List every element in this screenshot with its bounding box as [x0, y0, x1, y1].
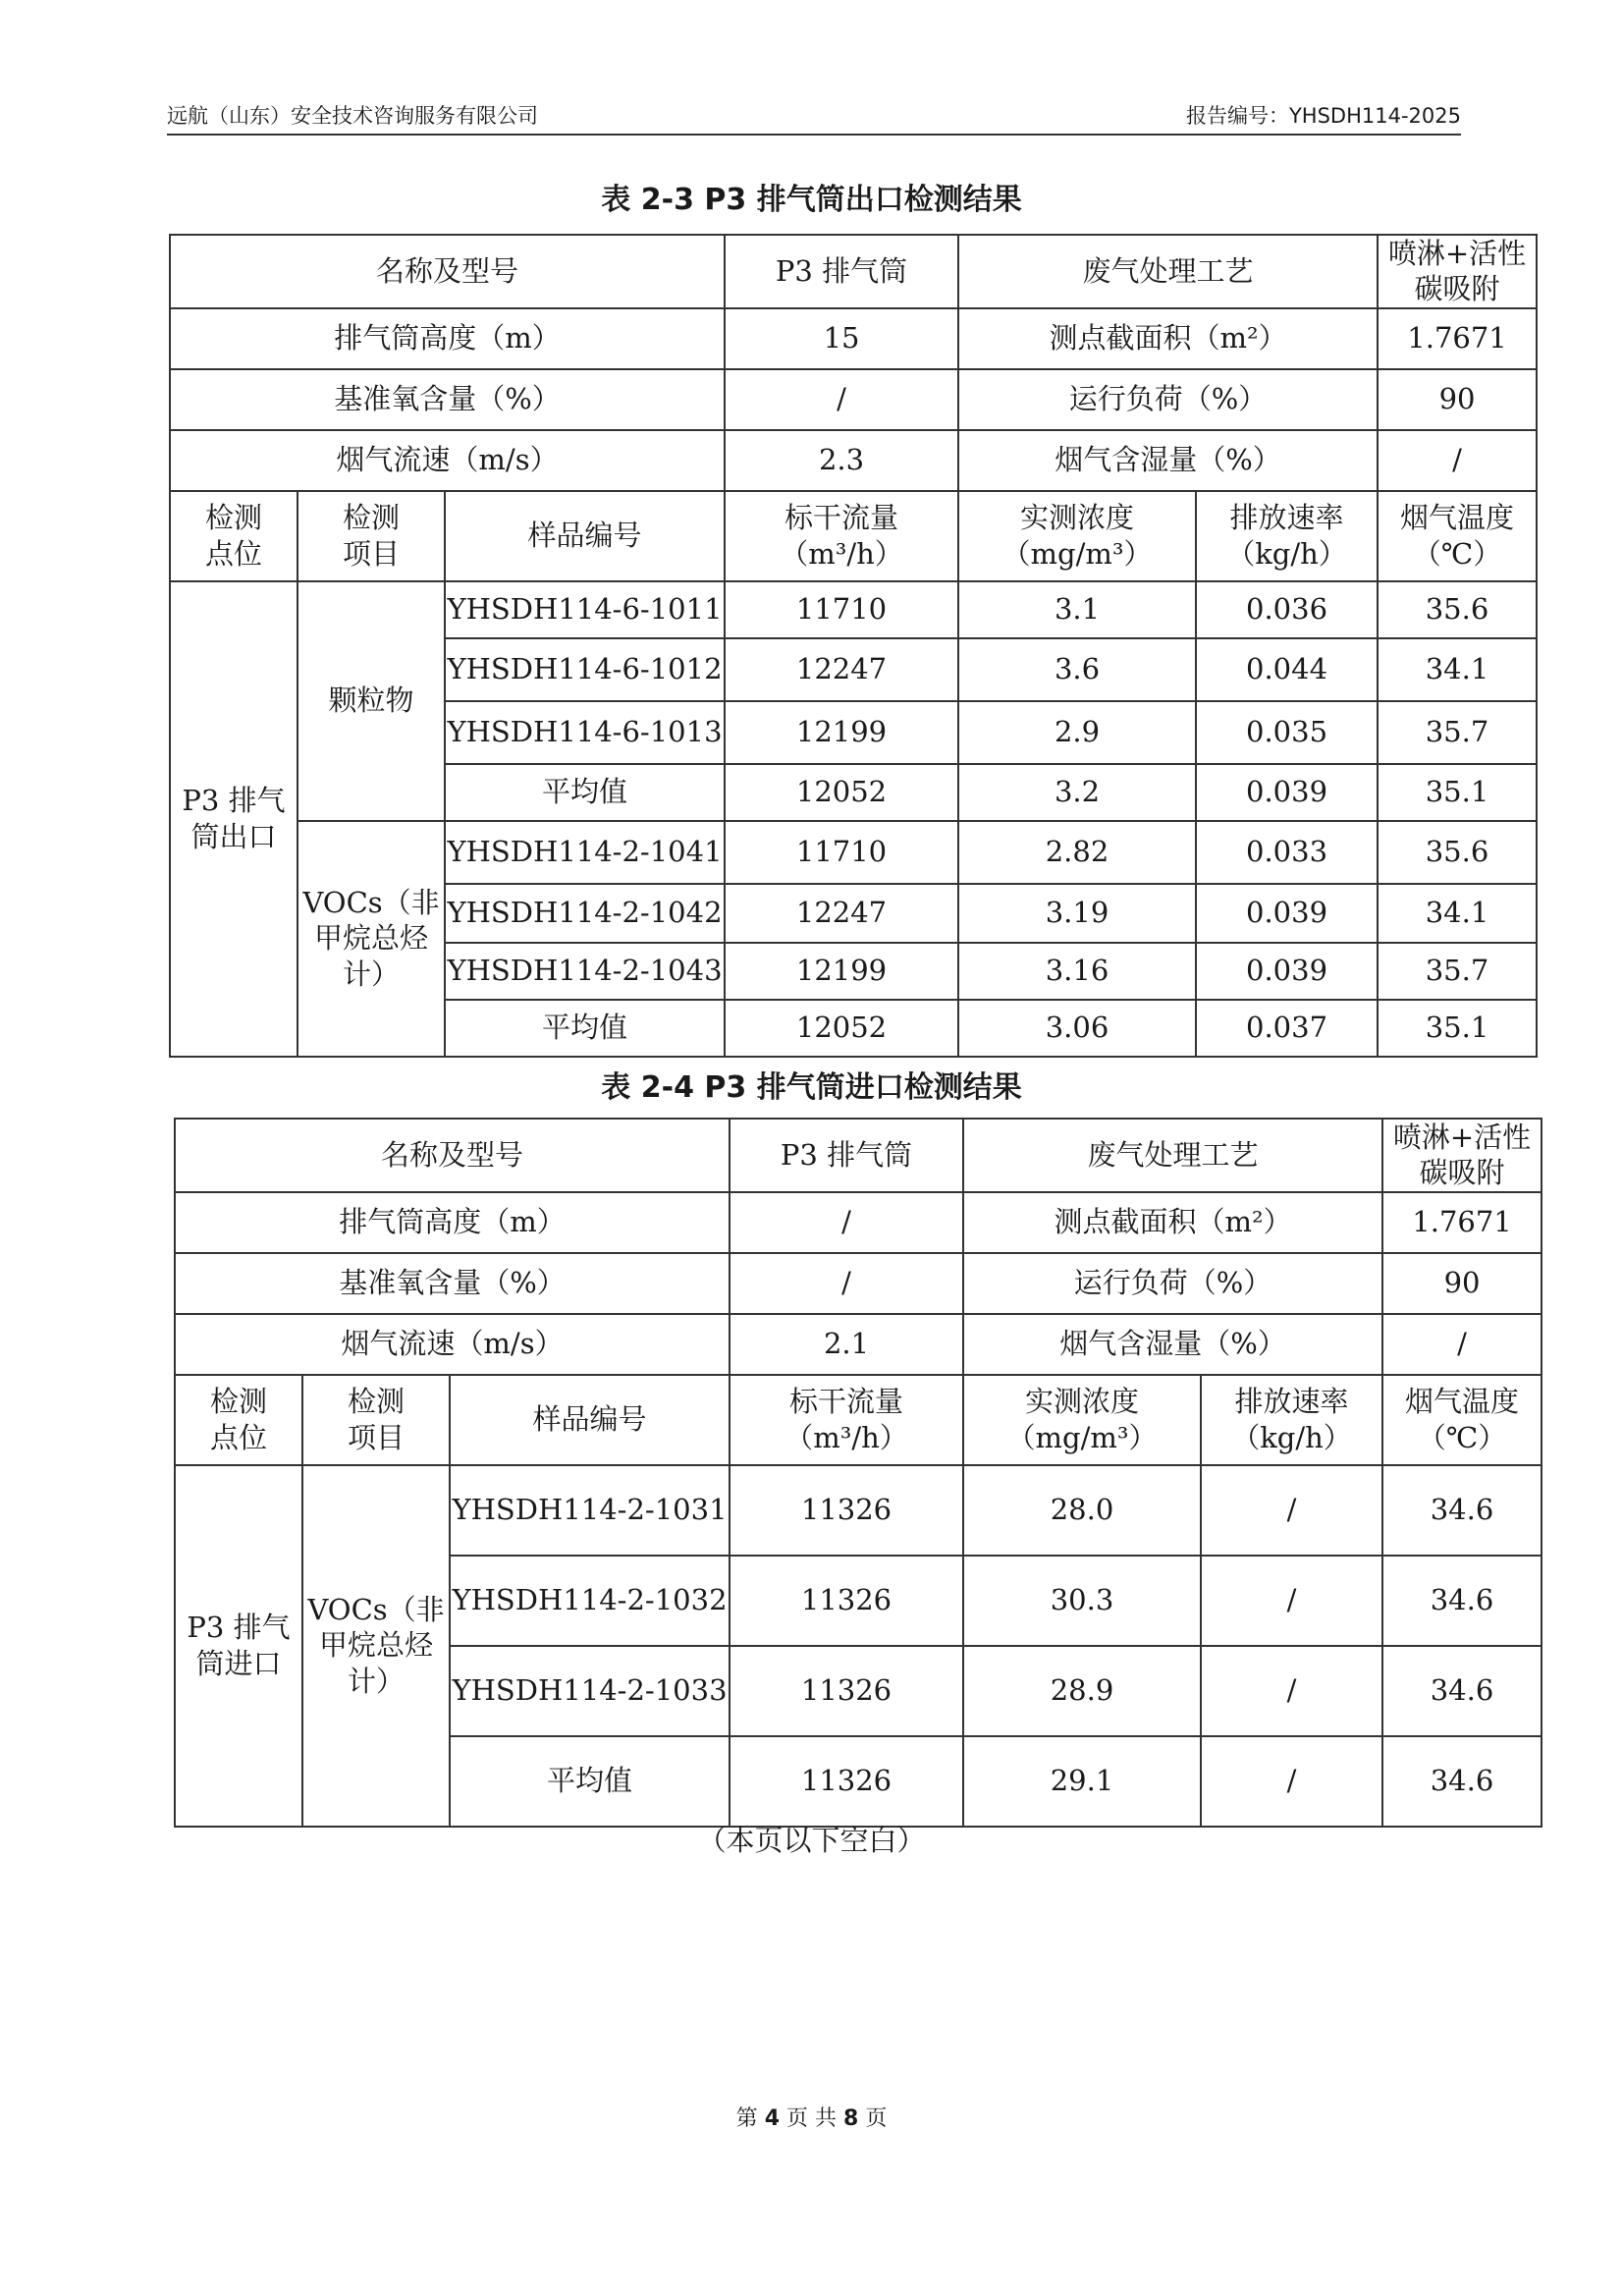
column-header-cell: 检测 项目: [298, 491, 445, 581]
info-label-cell: 运行负荷（%）: [958, 369, 1378, 430]
value-cell: 0.036: [1196, 581, 1378, 638]
sample-id-cell: YHSDH114-2-1043: [445, 943, 725, 1000]
value-cell: /: [1201, 1646, 1382, 1736]
column-header-cell: 实测浓度 （mg/m³）: [958, 491, 1196, 581]
sample-id-cell: YHSDH114-2-1041: [445, 821, 725, 884]
info-value-cell: 喷淋+活性碳吸附: [1382, 1119, 1542, 1192]
table1-outlet-results: [169, 234, 1538, 1058]
info-row: [175, 1119, 1542, 1192]
value-cell: 12247: [725, 884, 958, 943]
info-row: [175, 1253, 1542, 1314]
info-value-cell: 90: [1378, 369, 1537, 430]
value-cell: 0.039: [1196, 943, 1378, 1000]
column-header-cell: 检测 点位: [170, 491, 298, 581]
table-row: [170, 581, 1537, 638]
value-cell: 34.1: [1378, 884, 1537, 943]
average-label-cell: 平均值: [450, 1736, 730, 1827]
sample-id-cell: YHSDH114-2-1031: [450, 1465, 730, 1556]
value-cell: 11326: [730, 1646, 963, 1736]
info-value-cell: P3 排气筒: [730, 1119, 963, 1192]
info-label-cell: 排气筒高度（m）: [175, 1192, 730, 1253]
info-value-cell: 1.7671: [1382, 1192, 1542, 1253]
point-cell: P3 排气 筒出口: [170, 581, 298, 1057]
average-label-cell: 平均值: [445, 1000, 725, 1057]
average-value-cell: 34.6: [1382, 1736, 1542, 1827]
info-row: [170, 369, 1537, 430]
info-label-cell: 测点截面积（m²）: [958, 308, 1378, 369]
value-cell: 30.3: [963, 1556, 1201, 1646]
value-cell: 2.9: [958, 701, 1196, 764]
average-label-cell: 平均值: [445, 764, 725, 821]
blank-page-note: （本页以下空白）: [697, 1824, 926, 1857]
value-cell: 11326: [730, 1556, 963, 1646]
average-value-cell: 12052: [725, 764, 958, 821]
info-row: [175, 1314, 1542, 1375]
average-value-cell: 11326: [730, 1736, 963, 1827]
point-cell: P3 排气 筒进口: [175, 1465, 302, 1827]
info-label-cell: 烟气含湿量（%）: [958, 430, 1378, 491]
value-cell: 12199: [725, 943, 958, 1000]
item-cell: VOCs（非 甲烷总烃 计）: [298, 821, 445, 1057]
info-label-cell: 测点截面积（m²）: [963, 1192, 1382, 1253]
average-value-cell: 35.1: [1378, 764, 1537, 821]
info-value-cell: 90: [1382, 1253, 1542, 1314]
value-cell: 3.19: [958, 884, 1196, 943]
item-cell: 颗粒物: [298, 581, 445, 821]
column-header-cell: 样品编号: [450, 1375, 730, 1465]
average-value-cell: 0.039: [1196, 764, 1378, 821]
average-value-cell: 3.06: [958, 1000, 1196, 1057]
footer-suffix: 页: [865, 2106, 888, 2131]
value-cell: 0.035: [1196, 701, 1378, 764]
info-label-cell: 基准氧含量（%）: [175, 1253, 730, 1314]
info-row: [170, 308, 1537, 369]
footer-page-number: 4: [764, 2106, 780, 2131]
column-header-cell: 检测 点位: [175, 1375, 302, 1465]
item-cell: VOCs（非 甲烷总烃 计）: [302, 1465, 450, 1827]
value-cell: 3.6: [958, 638, 1196, 701]
value-cell: 3.16: [958, 943, 1196, 1000]
value-cell: 34.6: [1382, 1465, 1542, 1556]
info-value-cell: 2.1: [730, 1314, 963, 1375]
column-header-cell: 排放速率 （kg/h）: [1196, 491, 1378, 581]
sample-id-cell: YHSDH114-2-1033: [450, 1646, 730, 1736]
info-value-cell: /: [1382, 1314, 1542, 1375]
info-label-cell: 基准氧含量（%）: [170, 369, 725, 430]
value-cell: 11326: [730, 1465, 963, 1556]
value-cell: 0.039: [1196, 884, 1378, 943]
footer-prefix: 第: [735, 2106, 758, 2131]
value-cell: 34.6: [1382, 1556, 1542, 1646]
info-value-cell: 1.7671: [1378, 308, 1537, 369]
value-cell: 34.1: [1378, 638, 1537, 701]
value-cell: 34.6: [1382, 1646, 1542, 1736]
value-cell: 2.82: [958, 821, 1196, 884]
average-value-cell: 29.1: [963, 1736, 1201, 1827]
value-cell: 35.7: [1378, 701, 1537, 764]
value-cell: 12199: [725, 701, 958, 764]
average-value-cell: 0.037: [1196, 1000, 1378, 1057]
info-row: [170, 430, 1537, 491]
info-label-cell: 废气处理工艺: [958, 235, 1378, 308]
info-value-cell: P3 排气筒: [725, 235, 958, 308]
value-cell: 3.1: [958, 581, 1196, 638]
info-label-cell: 废气处理工艺: [963, 1119, 1382, 1192]
info-value-cell: 2.3: [725, 430, 958, 491]
value-cell: 12247: [725, 638, 958, 701]
info-row: [170, 235, 1537, 308]
table-row: [170, 821, 1537, 884]
column-header-cell: 实测浓度 （mg/m³）: [963, 1375, 1201, 1465]
page-footer: [0, 2102, 1623, 2132]
value-cell: 0.033: [1196, 821, 1378, 884]
sample-id-cell: YHSDH114-2-1042: [445, 884, 725, 943]
value-cell: 28.0: [963, 1465, 1201, 1556]
company-name: 远航（山东）安全技术咨询服务有限公司: [167, 104, 538, 128]
info-label-cell: 运行负荷（%）: [963, 1253, 1382, 1314]
column-header-cell: 标干流量 （m³/h）: [725, 491, 958, 581]
table1-title: 表 2-3 P3 排气筒出口检测结果: [601, 183, 1022, 217]
value-cell: 28.9: [963, 1646, 1201, 1736]
info-label-cell: 排气筒高度（m）: [170, 308, 725, 369]
info-label-cell: 烟气流速（m/s）: [175, 1314, 730, 1375]
value-cell: 35.6: [1378, 581, 1537, 638]
footer-middle: 页 共: [786, 2106, 837, 2131]
value-cell: 35.6: [1378, 821, 1537, 884]
column-header-cell: 检测 项目: [302, 1375, 450, 1465]
report-number: 报告编号：YHSDH114-2025: [1185, 104, 1461, 128]
column-header-cell: 样品编号: [445, 491, 725, 581]
info-label-cell: 烟气流速（m/s）: [170, 430, 725, 491]
page-header: [167, 98, 1461, 136]
average-value-cell: /: [1201, 1736, 1382, 1827]
info-value-cell: /: [725, 369, 958, 430]
table2-title: 表 2-4 P3 排气筒进口检测结果: [601, 1070, 1022, 1105]
info-value-cell: /: [730, 1192, 963, 1253]
column-header-cell: 烟气温度 （℃）: [1382, 1375, 1542, 1465]
value-cell: /: [1201, 1556, 1382, 1646]
column-header-row: [170, 491, 1537, 581]
column-header-cell: 烟气温度 （℃）: [1378, 491, 1537, 581]
info-value-cell: /: [730, 1253, 963, 1314]
footer-total-pages: 8: [843, 2106, 859, 2131]
info-label-cell: 名称及型号: [170, 235, 725, 308]
value-cell: /: [1201, 1465, 1382, 1556]
info-value-cell: 喷淋+活性碳吸附: [1378, 235, 1537, 308]
average-value-cell: 12052: [725, 1000, 958, 1057]
sample-id-cell: YHSDH114-2-1032: [450, 1556, 730, 1646]
average-value-cell: 35.1: [1378, 1000, 1537, 1057]
column-header-cell: 排放速率 （kg/h）: [1201, 1375, 1382, 1465]
column-header-cell: 标干流量 （m³/h）: [730, 1375, 963, 1465]
table2-inlet-results: [174, 1118, 1542, 1828]
info-value-cell: 15: [725, 308, 958, 369]
value-cell: 11710: [725, 821, 958, 884]
value-cell: 11710: [725, 581, 958, 638]
table-row: [175, 1465, 1542, 1556]
average-value-cell: 3.2: [958, 764, 1196, 821]
info-value-cell: /: [1378, 430, 1537, 491]
sample-id-cell: YHSDH114-6-1011: [445, 581, 725, 638]
column-header-row: [175, 1375, 1542, 1465]
value-cell: 0.044: [1196, 638, 1378, 701]
info-label-cell: 名称及型号: [175, 1119, 730, 1192]
sample-id-cell: YHSDH114-6-1012: [445, 638, 725, 701]
value-cell: 35.7: [1378, 943, 1537, 1000]
sample-id-cell: YHSDH114-6-1013: [445, 701, 725, 764]
info-row: [175, 1192, 1542, 1253]
info-label-cell: 烟气含湿量（%）: [963, 1314, 1382, 1375]
